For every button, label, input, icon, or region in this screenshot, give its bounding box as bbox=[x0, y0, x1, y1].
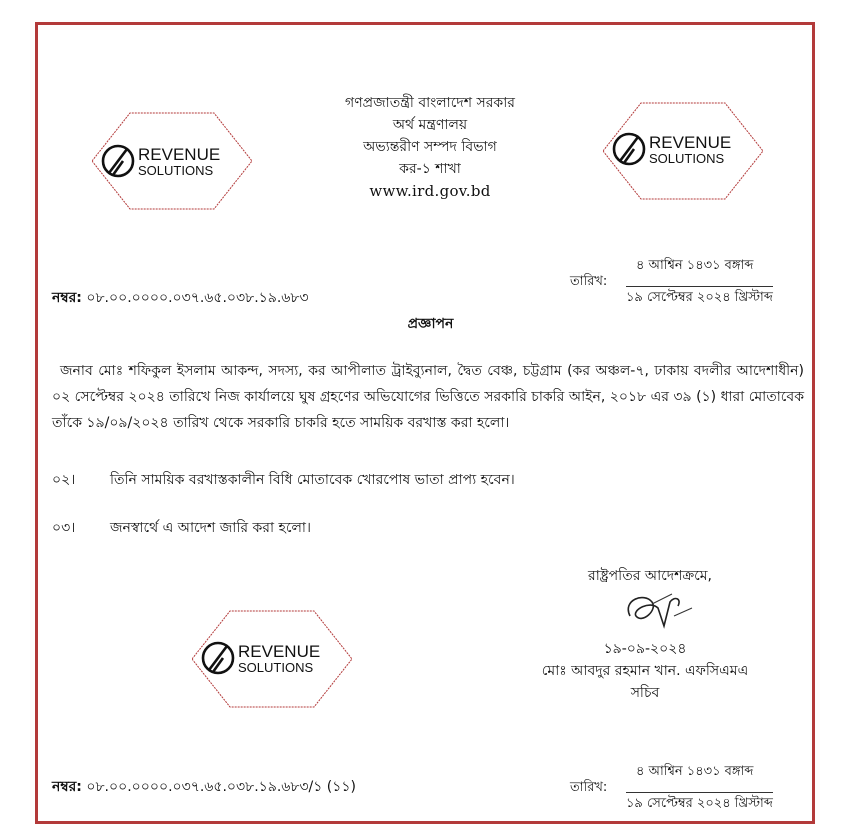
header-branch: কর-১ শাখা bbox=[399, 161, 461, 177]
header-website: www.ird.gov.bd bbox=[369, 182, 491, 200]
reference-number: ০৮.০০.০০০০.০৩৭.৬৫.০৩৮.১৯.৬৮৩ bbox=[86, 290, 309, 306]
letterhead bbox=[240, 92, 620, 202]
body-item-3 bbox=[52, 516, 812, 536]
date-gregorian: ১৯ সেপ্টেম্বর ২০২৪ খ্রিস্টাব্দ bbox=[626, 792, 773, 815]
top-reference bbox=[52, 286, 309, 310]
header-division: অভ্যন্তরীণ সম্পদ বিভাগ bbox=[363, 139, 497, 155]
body-item-2 bbox=[52, 468, 812, 488]
revenue-solutions-logo-bottom bbox=[192, 610, 352, 708]
reference-number: ০৮.০০.০০০০.০৩৭.৬৫.০৩৮.১৯.৬৮৩/১ (১১) bbox=[86, 779, 356, 795]
date-bangla: ৪ আশ্বিন ১৪৩১ বঙ্গাব্দ bbox=[636, 258, 754, 273]
header-ministry: অর্থ মন্ত্রণালয় bbox=[392, 117, 468, 133]
bottom-reference bbox=[52, 775, 356, 799]
date-bangla: ৪ আশ্বিন ১৪৩১ বঙ্গাব্দ bbox=[636, 764, 754, 779]
signature-image bbox=[612, 586, 712, 636]
logo-text-revenue: REVENUE bbox=[238, 642, 321, 661]
revenue-solutions-logo-right bbox=[603, 102, 763, 200]
bottom-date-block bbox=[570, 762, 820, 812]
logo-text-solutions: SOLUTIONS bbox=[238, 660, 314, 675]
signatory-designation: সচিব bbox=[630, 685, 660, 701]
item-text: জনস্বার্থে এ আদেশ জারি করা হলো। bbox=[110, 520, 311, 536]
item-number: ০২। bbox=[52, 472, 76, 488]
revenue-solutions-logo-left bbox=[92, 112, 252, 210]
item-number: ০৩। bbox=[52, 520, 76, 536]
reference-label: নম্বর: bbox=[52, 290, 82, 306]
signature-details bbox=[520, 638, 770, 704]
date-label: তারিখ: bbox=[570, 780, 608, 795]
reference-label: নম্বর: bbox=[52, 779, 82, 795]
item-text: তিনি সাময়িক বরখাস্তকালীন বিধি মোতাবেক খোরপোষ ভাতা প্রাপ্য হবেন। bbox=[110, 472, 515, 488]
body-paragraph-1: জনাব মোঃ শফিকুল ইসলাম আকন্দ, সদস্য, কর আপীলাত ট্রাইব্যুনাল, দ্বৈত বেঞ্চ, চট্টগ্রাম (কর অঞ্চল-৭, ঢাকায় বদলীর আদেশাধীন) ০২ সেপ্টেম্বর ২০২৪ তারিখে নিজ কার্যালয়ে ঘুষ গ্রহণের অভিযোগের ভিত্তিতে সরকারি চাকরি আইন, ২০১৮ এর ৩৯ (১) ধারা মোতাবেক তাঁকে ১৯/০৯/২০২৪ তারিখ থেকে সরকারি চাকরি হতে সাময়িক বরখাস্ত করা হলো। bbox=[52, 363, 804, 431]
signatory-name: মোঃ আবদুর রহমান খান. এফসিএমএ bbox=[541, 663, 749, 679]
date-gregorian: ১৯ সেপ্টেম্বর ২০২৪ খ্রিস্টাব্দ bbox=[626, 286, 773, 309]
header-government: গণপ্রজাতন্ত্রী বাংলাদেশ সরকার bbox=[345, 95, 515, 111]
logo-text-revenue: REVENUE bbox=[649, 133, 732, 152]
notification-title: প্রজ্ঞাপন bbox=[407, 316, 454, 332]
logo-text-solutions: SOLUTIONS bbox=[649, 151, 725, 166]
signature-date: ১৯-০৯-২০২৪ bbox=[603, 641, 687, 657]
logo-text-revenue: REVENUE bbox=[138, 145, 221, 164]
signature-order-line: রাষ্ট্রপতির আদেশক্রমে, bbox=[588, 568, 712, 584]
logo-text-solutions: SOLUTIONS bbox=[138, 163, 214, 178]
top-date-block bbox=[570, 256, 820, 306]
date-label: তারিখ: bbox=[570, 274, 608, 289]
